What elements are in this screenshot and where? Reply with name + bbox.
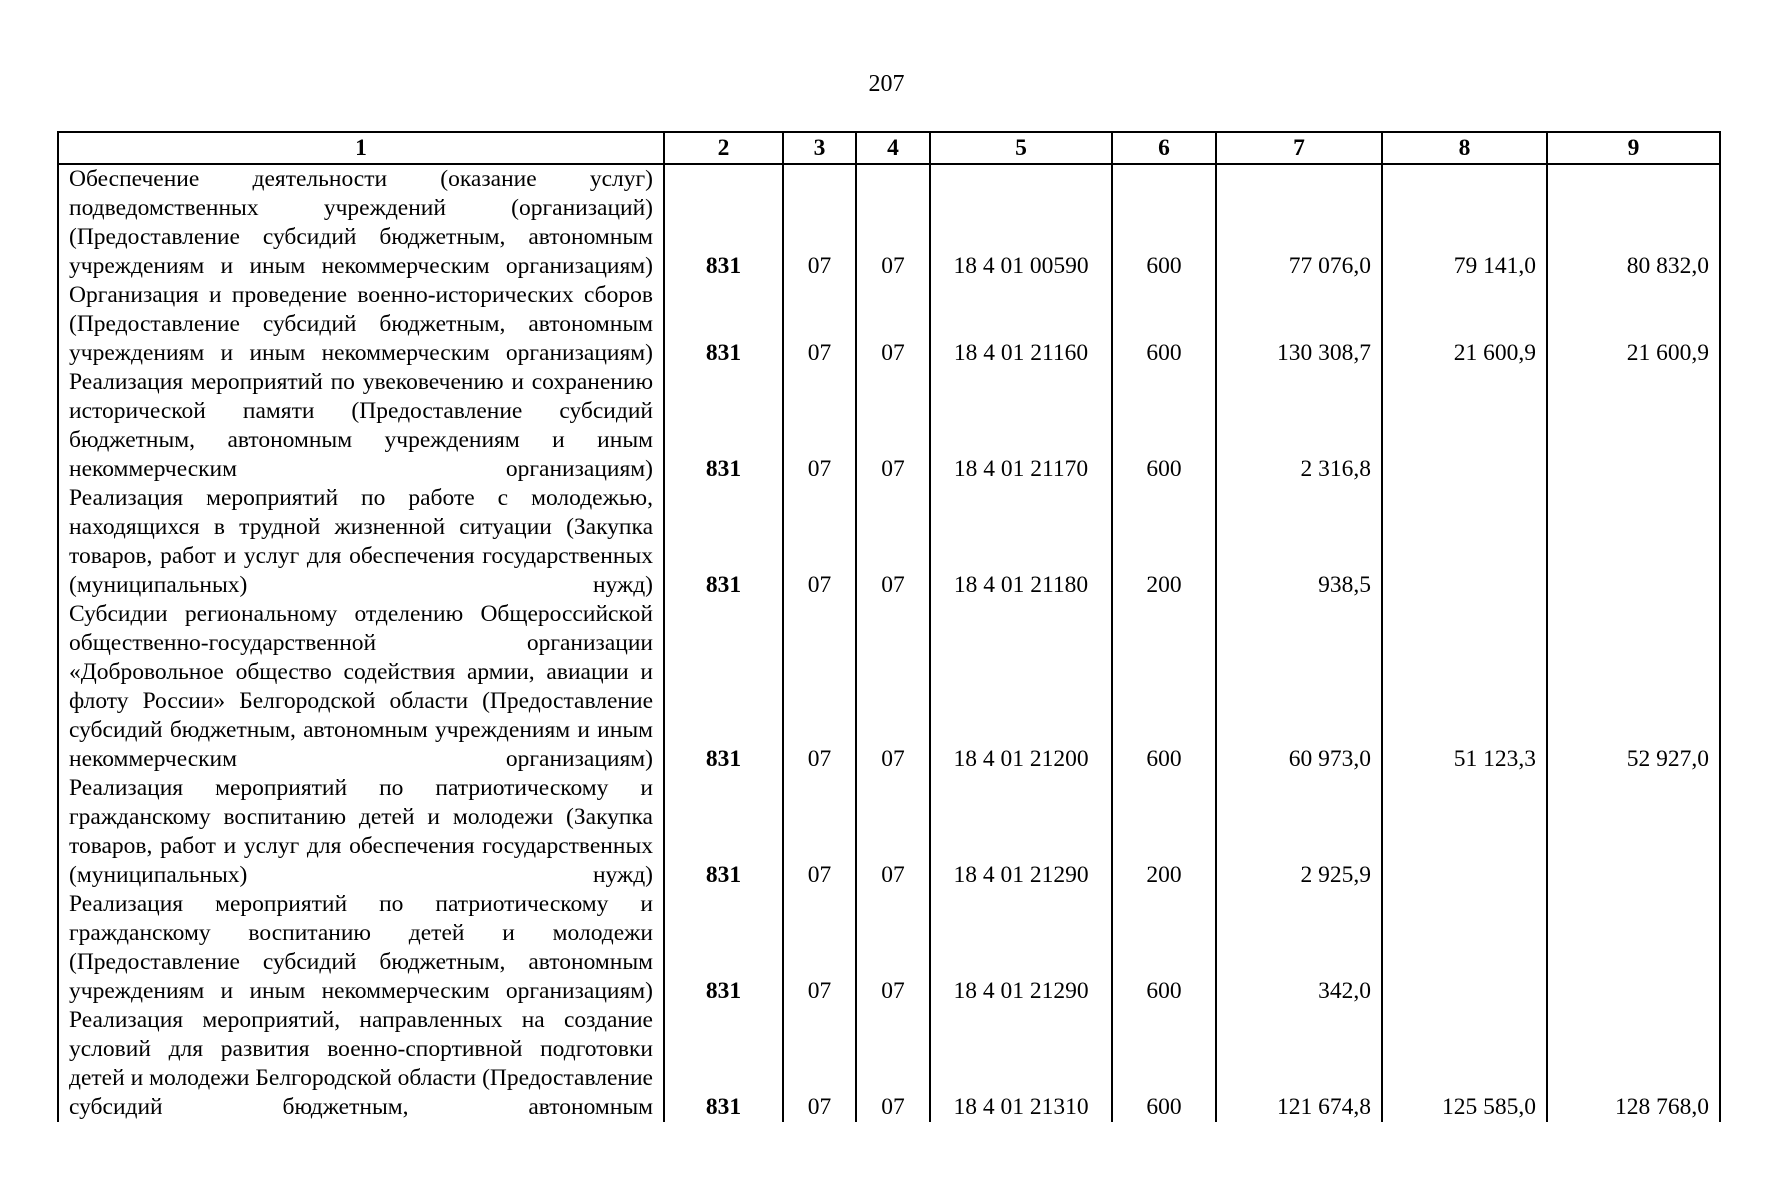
amount-col-9: 52 927,0 [1547, 600, 1720, 774]
row-description: Реализация мероприятий по патриотическому и гражданскому воспитанию детей и молодежи (Закупка товаров, работ и услуг для обеспечения государственных (муниципальных) нужд) [58, 774, 664, 890]
col-header-8: 8 [1382, 132, 1547, 164]
subsection-code: 07 [856, 600, 930, 774]
subsection-code: 07 [856, 281, 930, 368]
amount-col-7: 938,5 [1216, 484, 1382, 600]
section-code: 07 [783, 164, 856, 281]
col-header-3: 3 [783, 132, 856, 164]
target-article-code: 18 4 01 21290 [930, 774, 1112, 890]
ved-code: 831 [664, 600, 783, 774]
col-header-4: 4 [856, 132, 930, 164]
target-article-code: 18 4 01 21180 [930, 484, 1112, 600]
table-row [58, 1006, 1720, 1122]
expense-type-code: 600 [1112, 281, 1216, 368]
header-row [58, 132, 1720, 164]
col-header-1: 1 [58, 132, 664, 164]
section-code: 07 [783, 1006, 856, 1122]
amount-col-7: 77 076,0 [1216, 164, 1382, 281]
amount-col-8 [1382, 368, 1547, 484]
col-header-2: 2 [664, 132, 783, 164]
subsection-code: 07 [856, 890, 930, 1006]
ved-code: 831 [664, 484, 783, 600]
target-article-code: 18 4 01 21200 [930, 600, 1112, 774]
amount-col-9: 21 600,9 [1547, 281, 1720, 368]
budget-table [57, 131, 1721, 1122]
table-row [58, 281, 1720, 368]
ved-code: 831 [664, 164, 783, 281]
amount-col-8: 51 123,3 [1382, 600, 1547, 774]
table-row [58, 774, 1720, 890]
subsection-code: 07 [856, 1006, 930, 1122]
target-article-code: 18 4 01 00590 [930, 164, 1112, 281]
expense-type-code: 600 [1112, 1006, 1216, 1122]
ved-code: 831 [664, 890, 783, 1006]
row-description: Реализация мероприятий по увековечению и сохранению исторической памяти (Предоставление субсидий бюджетным, автономным учреждениям и иным некоммерческим организациям) [58, 368, 664, 484]
amount-col-7: 60 973,0 [1216, 600, 1382, 774]
target-article-code: 18 4 01 21160 [930, 281, 1112, 368]
section-code: 07 [783, 600, 856, 774]
section-code: 07 [783, 890, 856, 1006]
row-description: Реализация мероприятий по работе с молодежью, находящихся в трудной жизненной ситуации (Закупка товаров, работ и услуг для обеспечения государственных (муниципальных) нужд) [58, 484, 664, 600]
row-description: Субсидии региональному отделению Общероссийской общественно-государственной организации «Добровольное общество содействия армии, авиации и флоту России» Белгородской области (Предоставление субсидий бюджетным, автономным учреждениям и иным некоммерческим организациям) [58, 600, 664, 774]
amount-col-9: 128 768,0 [1547, 1006, 1720, 1122]
amount-col-9: 80 832,0 [1547, 164, 1720, 281]
subsection-code: 07 [856, 484, 930, 600]
col-header-6: 6 [1112, 132, 1216, 164]
expense-type-code: 600 [1112, 890, 1216, 1006]
amount-col-8: 79 141,0 [1382, 164, 1547, 281]
amount-col-7: 2 925,9 [1216, 774, 1382, 890]
table-row [58, 600, 1720, 774]
amount-col-9 [1547, 890, 1720, 1006]
amount-col-8 [1382, 774, 1547, 890]
ved-code: 831 [664, 774, 783, 890]
section-code: 07 [783, 368, 856, 484]
expense-type-code: 600 [1112, 600, 1216, 774]
ved-code: 831 [664, 1006, 783, 1122]
row-description: Организация и проведение военно-исторических сборов (Предоставление субсидий бюджетным, автономным учреждениям и иным некоммерческим организациям) [58, 281, 664, 368]
ved-code: 831 [664, 368, 783, 484]
subsection-code: 07 [856, 774, 930, 890]
amount-col-7: 130 308,7 [1216, 281, 1382, 368]
expense-type-code: 200 [1112, 774, 1216, 890]
amount-col-8 [1382, 484, 1547, 600]
section-code: 07 [783, 484, 856, 600]
section-code: 07 [783, 281, 856, 368]
table-row [58, 890, 1720, 1006]
amount-col-9 [1547, 774, 1720, 890]
table-row [58, 484, 1720, 600]
amount-col-7: 2 316,8 [1216, 368, 1382, 484]
amount-col-7: 121 674,8 [1216, 1006, 1382, 1122]
amount-col-8 [1382, 890, 1547, 1006]
col-header-7: 7 [1216, 132, 1382, 164]
subsection-code: 07 [856, 368, 930, 484]
expense-type-code: 600 [1112, 164, 1216, 281]
table-row [58, 368, 1720, 484]
target-article-code: 18 4 01 21290 [930, 890, 1112, 1006]
amount-col-8: 21 600,9 [1382, 281, 1547, 368]
row-description: Реализация мероприятий, направленных на создание условий для развития военно-спортивной подготовки детей и молодежи Белгородской области (Предоставление субсидий бюджетным, автономным [58, 1006, 664, 1122]
table-row [58, 164, 1720, 281]
expense-type-code: 600 [1112, 368, 1216, 484]
section-code: 07 [783, 774, 856, 890]
amount-col-9 [1547, 368, 1720, 484]
target-article-code: 18 4 01 21170 [930, 368, 1112, 484]
page-number: 207 [868, 71, 905, 97]
col-header-9: 9 [1547, 132, 1720, 164]
amount-col-9 [1547, 484, 1720, 600]
col-header-5: 5 [930, 132, 1112, 164]
amount-col-7: 342,0 [1216, 890, 1382, 1006]
amount-col-8: 125 585,0 [1382, 1006, 1547, 1122]
subsection-code: 07 [856, 164, 930, 281]
row-description: Реализация мероприятий по патриотическому и гражданскому воспитанию детей и молодежи (Предоставление субсидий бюджетным, автономным учреждениям и иным некоммерческим организациям) [58, 890, 664, 1006]
target-article-code: 18 4 01 21310 [930, 1006, 1112, 1122]
row-description: Обеспечение деятельности (оказание услуг) подведомственных учреждений (организаций) (Предоставление субсидий бюджетным, автономным учреждениям и иным некоммерческим организациям) [58, 164, 664, 281]
expense-type-code: 200 [1112, 484, 1216, 600]
ved-code: 831 [664, 281, 783, 368]
